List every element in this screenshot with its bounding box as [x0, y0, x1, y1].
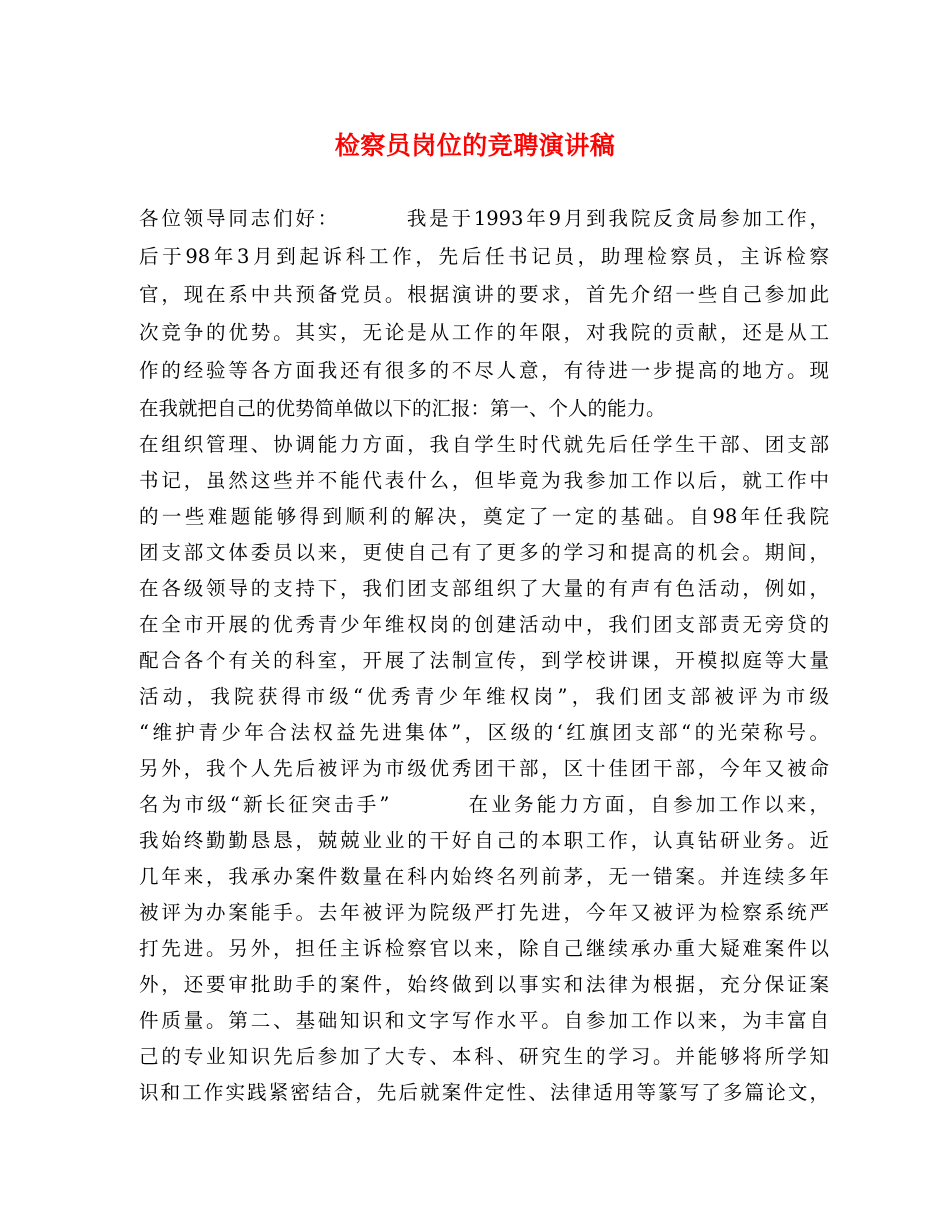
body-line-5: 作的经验等各方面我还有很多的不尽人意，有待进一步提高的地方。现	[139, 359, 829, 382]
body-line-4: 次竞争的优势。其实，无论是从工作的年限，对我院的贡献，还是从工	[139, 321, 829, 344]
document-title: 检察员岗位的竞聘演讲稿	[334, 131, 616, 160]
line-17-part-a: 名为市级“新长征突击手”	[139, 793, 390, 816]
salutation: 各位领导同志们好：	[139, 207, 340, 230]
body-line-20: 被评为办案能手。去年被评为院级严打先进，今年又被评为检察系统严	[139, 901, 829, 924]
body-line-14: 活动，我院获得市级“优秀青少年维权岗”，我们团支部被评为市级	[139, 685, 829, 708]
body-line-25: 识和工作实践紧密结合，先后就案件定性、法律适用等篆写了多篇论文，	[139, 1081, 829, 1104]
body-line-19: 几年来，我承办案件数量在科内始终名列前茅，无一错案。并连续多年	[139, 865, 829, 888]
body-line-16: 另外，我个人先后被评为市级优秀团干部，区十佳团干部，今年又被命	[139, 757, 829, 780]
line-1-text: 我是于1993年9月到我院反贪局参加工作，	[403, 207, 829, 230]
body-line-1	[139, 202, 829, 236]
body-line-7: 在组织管理、协调能力方面，我自学生时代就先后任学生干部、团支部	[139, 433, 829, 456]
body-line-2: 后于98年3月到起诉科工作，先后任书记员，助理检察员，主诉检察	[139, 245, 829, 268]
body-line-21: 打先进。另外，担任主诉检察官以来，除自己继续承办重大疑难案件以	[139, 937, 829, 960]
body-line-18: 我始终勤勤恳恳，兢兢业业的干好自己的本职工作，认真钻研业务。近	[139, 829, 829, 852]
body-line-23: 件质量。第二、基础知识和文字写作水平。自参加工作以来，为丰富自	[139, 1009, 829, 1032]
body-line-22: 外，还要审批助手的案件，始终做到以事实和法律为根据，充分保证案	[139, 973, 829, 996]
body-line-17	[139, 788, 829, 822]
body-line-10: 团支部文体委员以来，更使自己有了更多的学习和提高的机会。期间，	[139, 541, 829, 564]
body-line-15: “维护青少年合法权益先进集体”，区级的‘红旗团支部“的光荣称号。	[139, 721, 829, 744]
body-line-8: 书记，虽然这些并不能代表什么，但毕竟为我参加工作以后，就工作中	[139, 469, 829, 492]
body-line-11: 在各级领导的支持下，我们团支部组织了大量的有声有色活动，例如，	[139, 577, 829, 600]
body-line-24: 己的专业知识先后参加了大专、本科、研究生的学习。并能够将所学知	[139, 1045, 829, 1068]
body-line-9: 的一些难题能够得到顺利的解决，奠定了一定的基础。自98年任我院	[139, 505, 829, 528]
body-line-6: 在我就把自己的优势简单做以下的汇报：第一、个人的能力。	[139, 397, 666, 420]
line-17-part-b: 在业务能力方面，自参加工作以来，	[465, 793, 829, 816]
body-line-3: 官，现在系中共预备党员。根据演讲的要求，首先介绍一些自己参加此	[139, 283, 829, 306]
body-line-13: 配合各个有关的科室，开展了法制宣传，到学校讲课，开模拟庭等大量	[139, 649, 829, 672]
body-line-12: 在全市开展的优秀青少年维权岗的创建活动中，我们团支部责无旁贷的	[139, 613, 829, 636]
